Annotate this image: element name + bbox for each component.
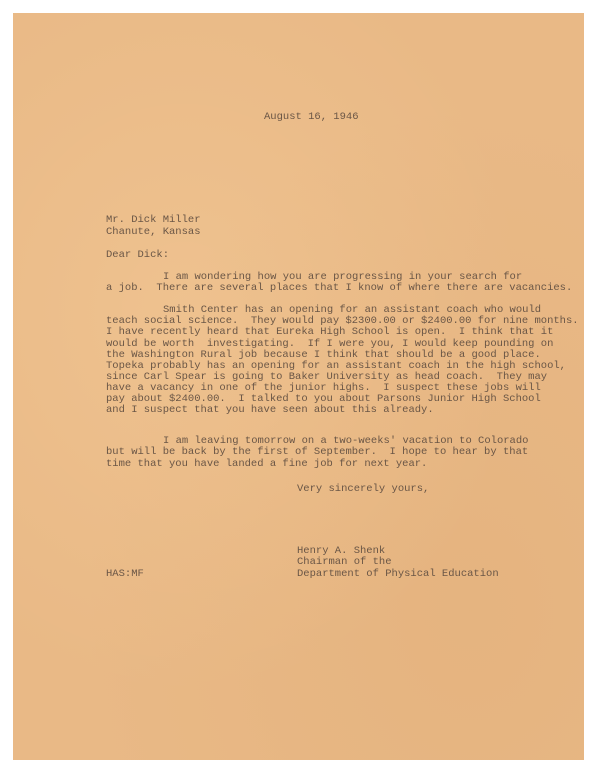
paragraph-3-line: but will be back by the first of September. I hope to hear by that bbox=[106, 446, 529, 458]
paragraph-2-line: Topeka probably has an opening for an assistant coach in the high school, bbox=[106, 360, 566, 372]
recipient-name: Mr. Dick Miller bbox=[106, 214, 201, 226]
paragraph-2-line: and I suspect that you have seen about this already. bbox=[106, 404, 434, 416]
paragraph-2-line: I have recently heard that Eureka High School is open. I think that it bbox=[106, 326, 554, 338]
typist-initials: HAS:MF bbox=[106, 568, 144, 580]
paragraph-1-line: a job. There are several places that I know of where there are vacancies. bbox=[106, 282, 573, 294]
signer-department: Department of Physical Education bbox=[297, 568, 499, 580]
paragraph-2-line: have a vacancy in one of the junior highs. I suspect these jobs will bbox=[106, 382, 541, 394]
signer-title: Chairman of the bbox=[297, 556, 392, 568]
paragraph-2-line: Smith Center has an opening for an assistant coach who would bbox=[163, 304, 542, 316]
paragraph-2-line: pay about $2400.00. I talked to you about Parsons Junior High School bbox=[106, 393, 541, 405]
paragraph-1-line: I am wondering how you are progressing in your search for bbox=[163, 271, 523, 283]
paragraph-2-line: since Carl Spear is going to Baker University as head coach. They may bbox=[106, 371, 548, 383]
salutation: Dear Dick: bbox=[106, 249, 170, 261]
paragraph-3-line: time that you have landed a fine job for next year. bbox=[106, 458, 428, 470]
closing: Very sincerely yours, bbox=[297, 483, 430, 495]
paragraph-3-line: I am leaving tomorrow on a two-weeks' vacation to Colorado bbox=[163, 435, 529, 447]
paragraph-2-line: the Washington Rural job because I think that should be a good place. bbox=[106, 349, 541, 361]
paragraph-2-line: would be worth investigating. If I were you, I would keep pounding on bbox=[106, 338, 554, 350]
letter-date: August 16, 1946 bbox=[264, 111, 359, 123]
signer-name: Henry A. Shenk bbox=[297, 545, 386, 557]
paragraph-2-line: teach social science. They would pay $2300.00 or $2400.00 for nine months. bbox=[106, 315, 579, 327]
recipient-address: Chanute, Kansas bbox=[106, 226, 201, 238]
